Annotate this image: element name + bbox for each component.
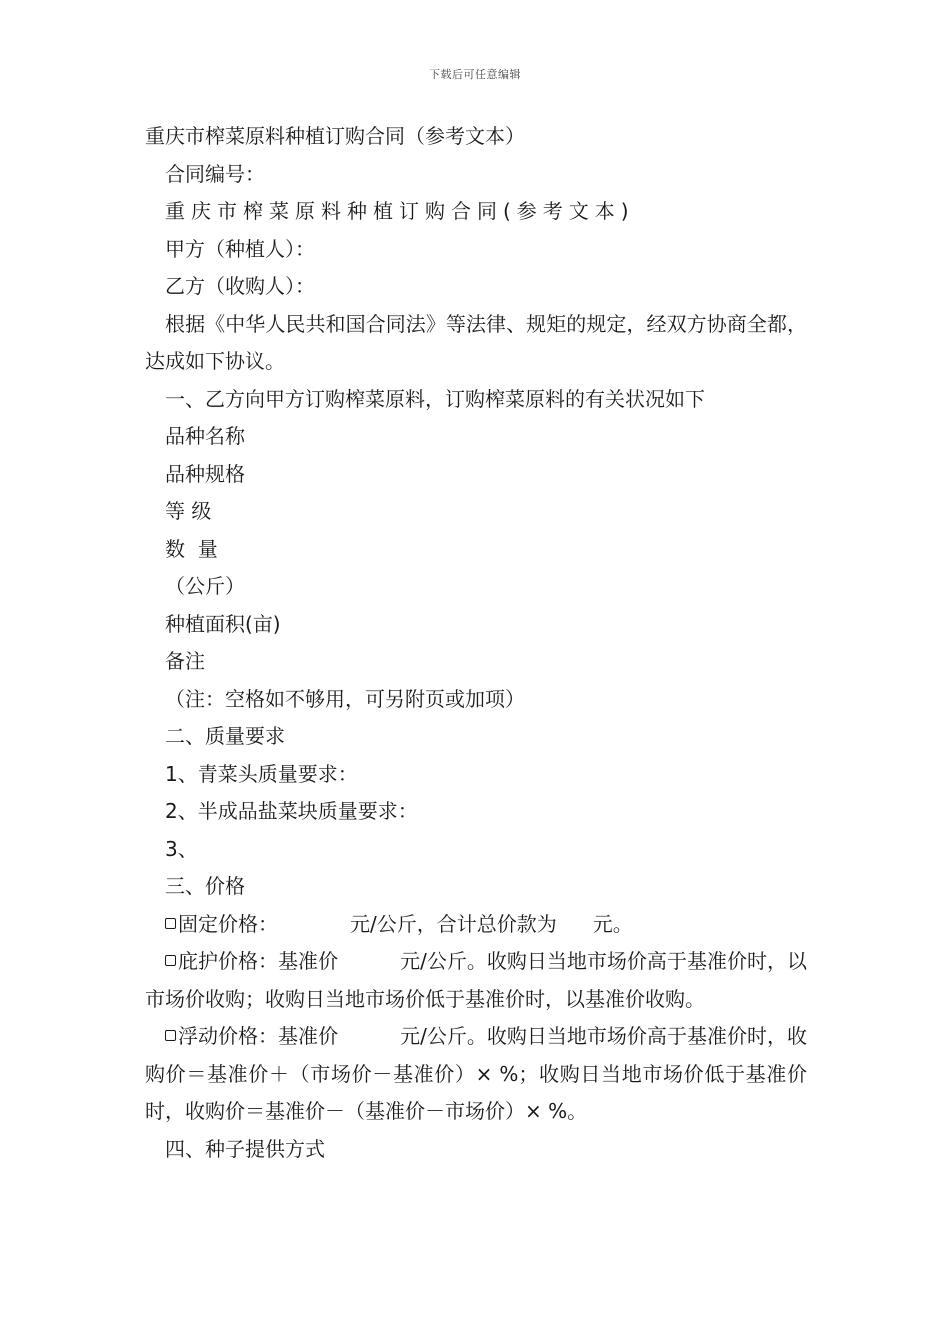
section-4-heading: 四、种子提供方式	[165, 1136, 325, 1161]
quality-item-2: 2、半成品盐菜块质量要求：	[165, 799, 418, 823]
section-1-heading: 一、乙方向甲方订购榨菜原料，订购榨菜原料的有关状况如下	[165, 386, 705, 411]
document-subtitle: 重庆市榨菜原料种植订购合同(参考文本)	[165, 199, 635, 223]
field-grade: 等 级	[165, 499, 212, 523]
quality-item-1: 1、青菜头质量要求：	[165, 761, 358, 786]
floating-price-text: 元/公斤。收购日当地市场价高于基准价时，收购价＝基准价＋（市场价－基准价）× %；收购日当地市场价低于基准价时，收购价＝基准价－（基准价－市场价）× %。	[145, 1024, 807, 1123]
party-b-label: 乙方（收购人）：	[165, 274, 315, 298]
fixed-price-checkbox[interactable]	[165, 918, 176, 929]
document-body	[145, 118, 807, 1168]
quality-item-3: 3、	[165, 836, 198, 861]
protect-price-label: 庇护价格：基准价	[178, 949, 339, 973]
protect-price-checkbox[interactable]	[165, 955, 176, 966]
party-a-label: 甲方（种植人）：	[165, 236, 315, 261]
protect-price-paragraph	[145, 943, 807, 1018]
document-title: 重庆市榨菜原料种植订购合同（参考文本）	[145, 124, 525, 148]
field-planting-area: 种植面积(亩)	[165, 611, 281, 636]
section-3-heading: 三、价格	[165, 874, 245, 898]
section-2-heading: 二、质量要求	[165, 724, 285, 748]
floating-price-label: 浮动价格：基准价	[178, 1024, 339, 1048]
field-quantity: 数 量	[165, 536, 218, 561]
floating-price-paragraph	[145, 1018, 807, 1131]
fixed-price-line	[145, 906, 807, 944]
field-variety-spec: 品种规格	[165, 461, 245, 486]
protect-price-text: 元/公斤。收购日当地市场价高于基准价时，以市场价收购；收购日当地市场价低于基准价时，以基准价收购。	[145, 949, 807, 1011]
field-quantity-unit: （公斤）	[165, 574, 245, 598]
header-note: 下载后可任意编辑	[429, 68, 521, 81]
preamble-paragraph: 根据《中华人民共和国合同法》等法律、规矩的规定，经双方协商全都，达成如下协议。	[145, 311, 807, 373]
field-remarks: 备注	[165, 649, 205, 673]
field-variety-name: 品种名称	[165, 424, 245, 448]
fixed-price-label: 固定价格：	[178, 911, 278, 936]
fixed-price-end: 元。	[592, 911, 633, 936]
fixed-price-unit: 元/公斤，合计总价款为	[350, 911, 557, 936]
section-1-note: （注：空格如不够用，可另附页或加项）	[165, 686, 525, 711]
contract-number-label: 合同编号：	[165, 161, 265, 186]
floating-price-checkbox[interactable]	[165, 1030, 176, 1041]
